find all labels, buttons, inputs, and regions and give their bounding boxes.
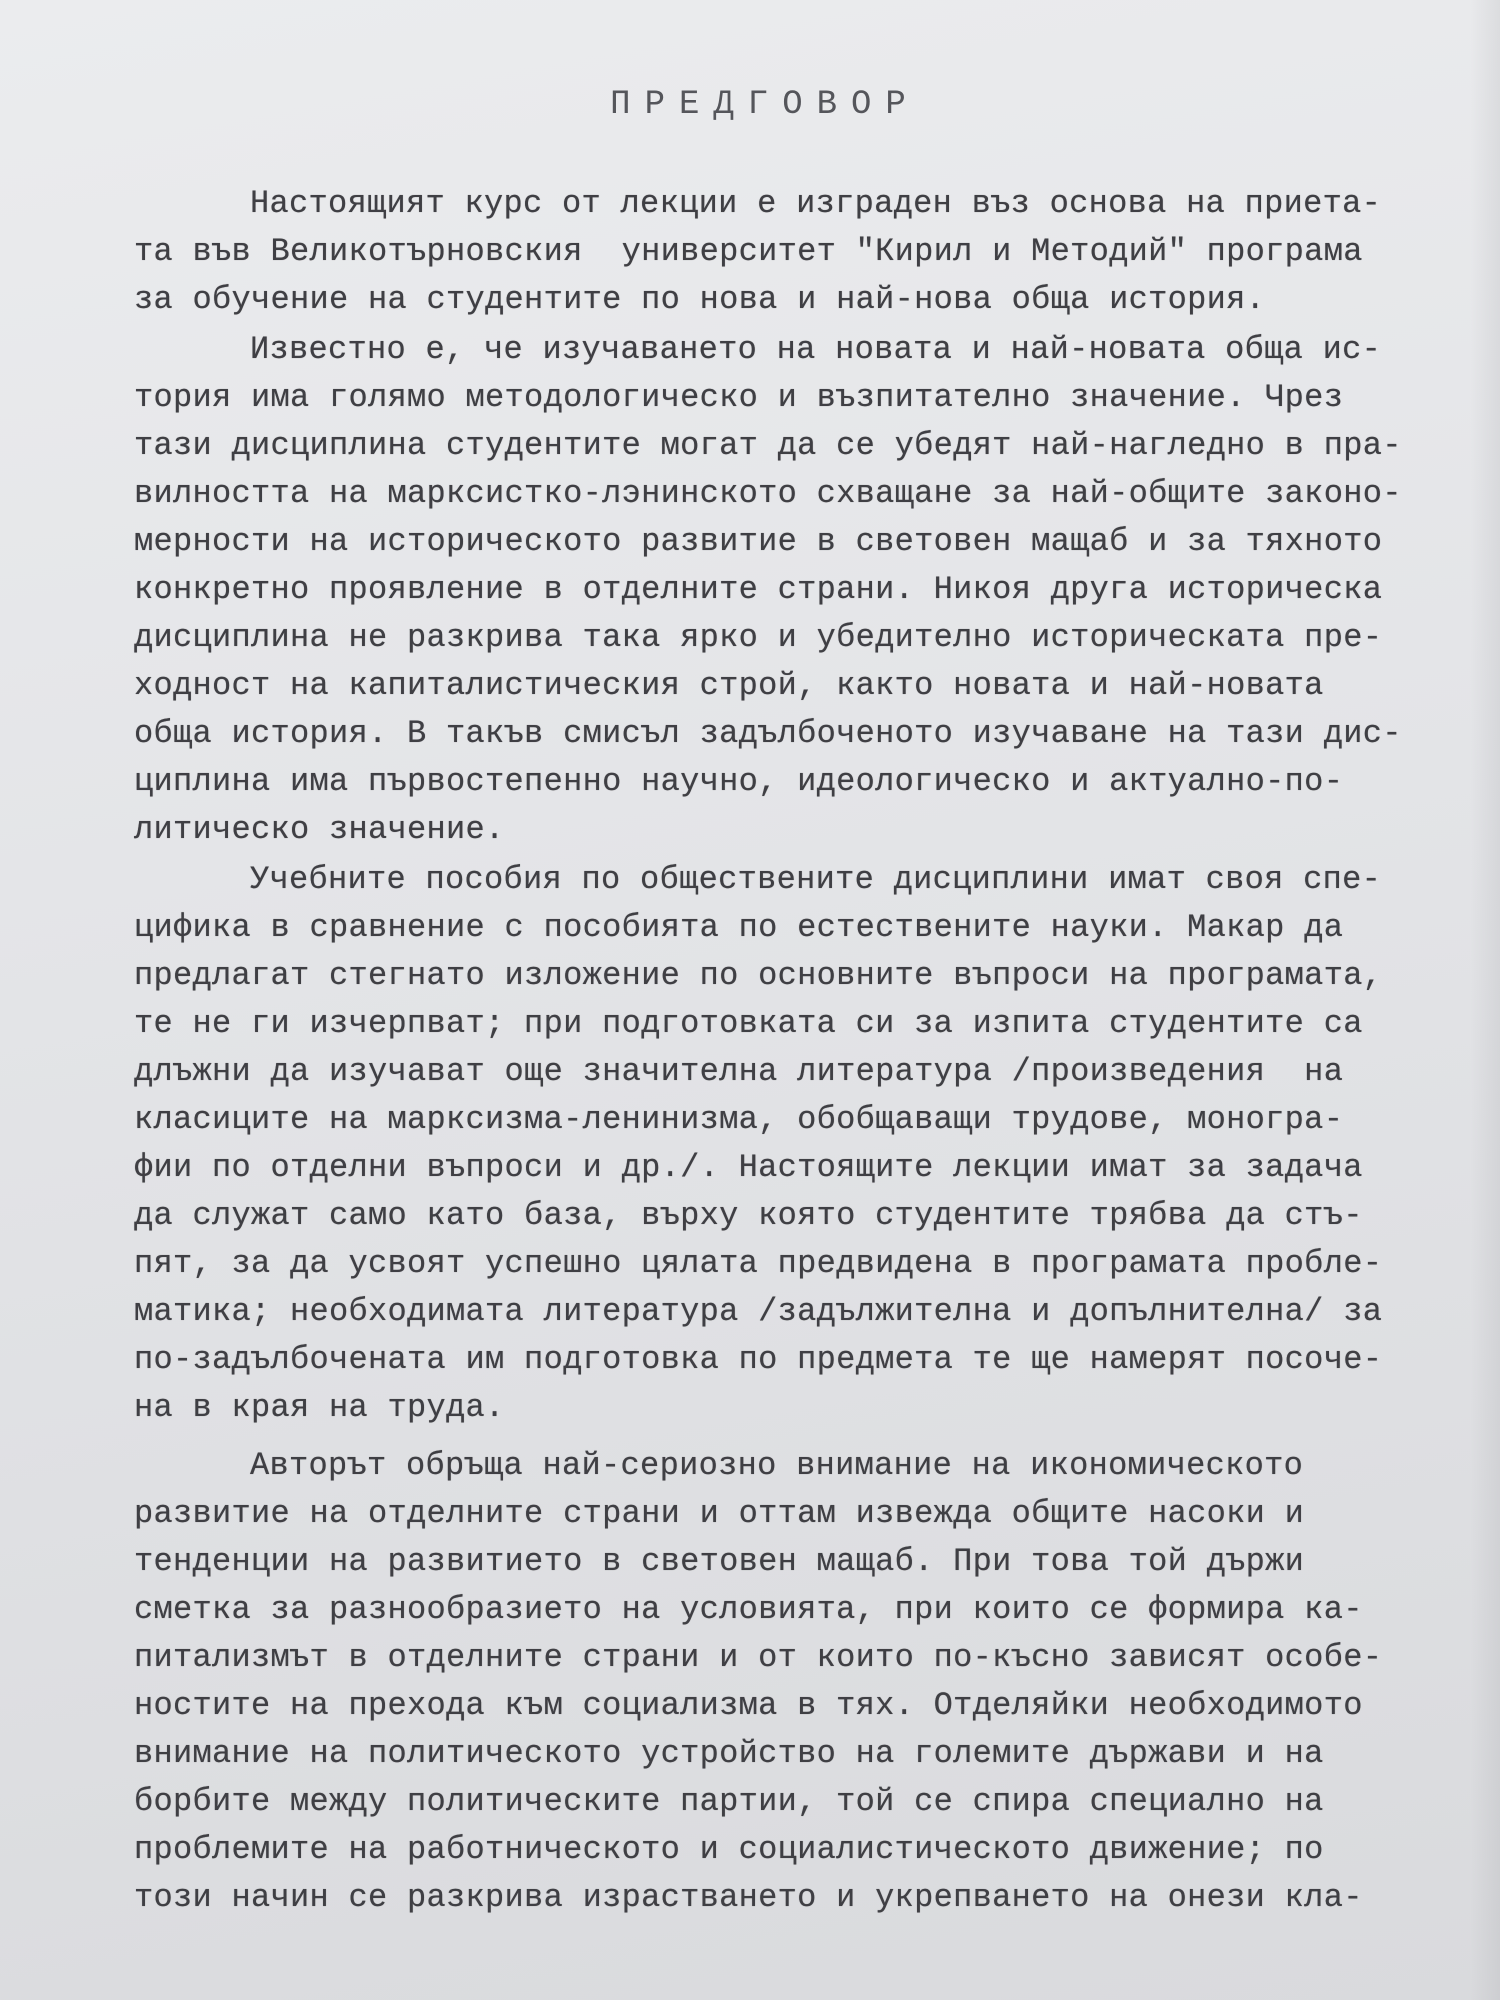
- text-line: тория има голямо методологическо и възпитателно значение. Чрез: [134, 379, 1344, 416]
- text-line: питализмът в отделните страни и от които по-късно зависят особе-: [134, 1639, 1383, 1676]
- text-line: сметка за разнообразието на условията, при които се формира ка-: [134, 1591, 1363, 1628]
- paragraph: [134, 180, 1434, 324]
- text-line: проблемите на работническото и социалистическото движение; по: [134, 1831, 1324, 1868]
- text-line: внимание на политическото устройство на големите държави и на: [134, 1735, 1324, 1772]
- page-edge-shadow: [1470, 0, 1500, 2000]
- document-body: [134, 180, 1434, 1924]
- text-line: ностите на прехода към социализма в тях. Отделяйки необходимото: [134, 1687, 1363, 1724]
- text-line: те не ги изчерпват; при подготовката си за изпита студентите са: [134, 1005, 1363, 1042]
- text-line: дисциплина не разкрива така ярко и убедително историческата пре-: [134, 619, 1383, 656]
- text-line: матика; необходимата литература /задължителна и допълнителна/ за: [134, 1293, 1383, 1330]
- text-line: Настоящият курс от лекции е изграден въз основа на приета-: [250, 185, 1382, 222]
- text-line: длъжни да изучават още значителна литература /произведения на: [134, 1053, 1344, 1090]
- paragraph: [134, 326, 1434, 854]
- text-line: развитие на отделните страни и оттам извежда общите насоки и: [134, 1495, 1305, 1532]
- text-line: мерности на историческото развитие в световен мащаб и за тяхното: [134, 523, 1383, 560]
- text-line: конкретно проявление в отделните страни. Никоя друга историческа: [134, 571, 1383, 608]
- text-line: Авторът обръща най-сериозно внимание на икономическото: [250, 1447, 1304, 1484]
- paragraph: [134, 1442, 1434, 1922]
- text-line: борбите между политическите партии, той се спира специално на: [134, 1783, 1324, 1820]
- text-line: да служат само като база, върху която студентите трябва да стъ-: [134, 1197, 1363, 1234]
- text-line: цифика в сравнение с пособията по естествените науки. Макар да: [134, 909, 1344, 946]
- text-line: този начин се разкрива израстването и укрепването на онези кла-: [134, 1879, 1363, 1916]
- text-line: литическо значение.: [134, 811, 505, 848]
- text-line: вилността на марксистко-лэнинското схващане за най-общите законо-: [134, 475, 1402, 512]
- text-line: ходност на капиталистическия строй, както новата и най-новата: [134, 667, 1324, 704]
- page-title: ПРЕДГОВОР: [610, 86, 920, 124]
- text-line: на в края на труда.: [134, 1389, 505, 1426]
- text-line: фии по отделни въпроси и др./. Настоящите лекции имат за задача: [134, 1149, 1363, 1186]
- paragraph: [134, 856, 1434, 1432]
- text-line: класиците на марксизма-ленинизма, обобщаващи трудове, моногра-: [134, 1101, 1344, 1138]
- text-line: предлагат стегнато изложение по основните въпроси на програмата,: [134, 957, 1383, 994]
- text-line: обща история. В такъв смисъл задълбоченото изучаване на тази дис-: [134, 715, 1402, 752]
- text-line: циплина има първостепенно научно, идеологическо и актуално-по-: [134, 763, 1344, 800]
- text-line: Учебните пособия по обществените дисциплини имат своя спе-: [250, 861, 1382, 898]
- text-line: по-задълбочената им подготовка по предмета те ще намерят посоче-: [134, 1341, 1383, 1378]
- text-line: тази дисциплина студентите могат да се убедят най-нагледно в пра-: [134, 427, 1402, 464]
- text-line: за обучение на студентите по нова и най-нова обща история.: [134, 281, 1266, 318]
- text-line: тенденции на развитието в световен мащаб. При това той държи: [134, 1543, 1305, 1580]
- text-line: пят, за да усвоят успешно цялата предвидена в програмата пробле-: [134, 1245, 1383, 1282]
- text-line: та във Великотърновския университет "Кирил и Методий" програма: [134, 233, 1363, 270]
- text-line: Известно е, че изучаването на новата и най-новата обща ис-: [250, 331, 1382, 368]
